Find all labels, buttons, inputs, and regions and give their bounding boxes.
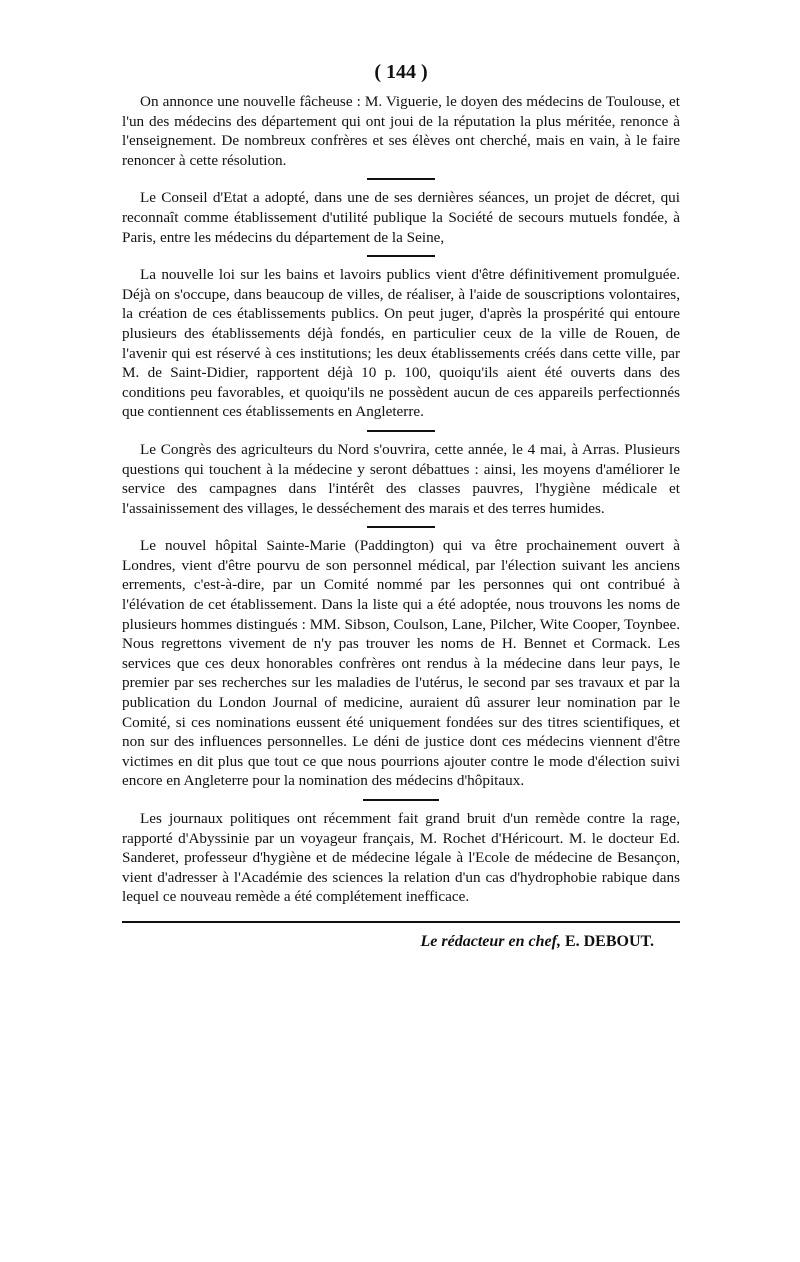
section-separator xyxy=(367,178,435,180)
news-paragraph-conseil-etat: Le Conseil d'Etat a adopté, dans une de ses dernières séances, un projet de décret, qui reconnaît comme établissement d'utilité publique la Société de secours mutuels fondée, à Paris, entre les médecins du département de la Seine, xyxy=(122,189,680,246)
news-paragraph-hopital-sainte-marie: Le nouvel hôpital Sainte-Marie (Paddington) qui va être prochainement ouvert à Londres, vient d'être pourvu de son personnel médical, par l'élection suivant les anciens errements, c'est-à-dire, par un Comité nommé par les personnes qui ont contribué à l'élévation de cet établissement. Dans la liste qui a été adoptée, nous trouvons les noms de plusieurs hommes distingués : MM. Sibson, Coulson, Lane, Pilcher, Wite Cooper, Toynbee. Nous regrettons vivement de n'y pas trouver les noms de H. Bennet et Cormack. Les services que ces deux honorables confrères ont rendus à la médecine dans leur pays, le premier par ses recherches sur les maladies de l'utérus, le second par ses travaux et par la publication du London Journal of medicine, auraient dû assurer leur nomination par le Comité, si ces nominations eussent été uniquement fondées sur des titres scientifiques, et non sur des influences personnelles. Le déni de justice dont ces médecins viennent d'être victimes en dit plus que tout ce que nous pourrions ajouter contre le mode d'élection suivi encore en Angleterre pour la nomination des médecins d'hôpitaux. xyxy=(122,537,680,790)
signature-name: E. DEBOUT. xyxy=(564,932,654,950)
news-paragraph-congres-agriculteurs: Le Congrès des agriculteurs du Nord s'ouvrira, cette année, le 4 mai, à Arras. Plusieurs questions qui touchent à la médecine y seront débattues : ainsi, les moyens d'améliorer le service des campagnes dans l'intérêt des classes pauvres, l'hygiène médicale et l'assainissement des villages, le desséchement des marais et des terres humides. xyxy=(122,440,680,517)
news-paragraph-remede-rage: Les journaux politiques ont récemment fait grand bruit d'un remède contre la rage, rapporté d'Abyssinie par un voyageur français, M. Rochet d'Héricourt. M. le docteur Ed. Sanderet, professeur d'hygiène et de médecine légale à l'Ecole de médecine de Besançon, vient d'adresser à l'Académie des sciences la relation d'un cas d'hydrophobie rabique dans lequel ce nouveau remède a été complétement inefficace. xyxy=(122,810,680,906)
document-page xyxy=(122,58,680,953)
closing-rule xyxy=(122,921,680,923)
section-separator xyxy=(367,430,435,432)
section-separator xyxy=(367,526,435,528)
section-separator xyxy=(367,255,435,257)
signature-title: Le rédacteur en chef, xyxy=(420,932,561,950)
news-paragraph-bains-lavoirs: La nouvelle loi sur les bains et lavoirs publics vient d'être définitivement promulguée. Déjà on s'occupe, dans beaucoup de villes, de réaliser, à l'aide de souscriptions volontaires, la création de ces établissements publics. On peut juger, d'après la prospérité qui entoure plusieurs des établissements déjà fondés, en particulier ceux de la ville de Rouen, de l'avenir qui est réservé à ces institutions; les deux établissements créés dans cette ville, par M. de Saint-Didier, rapportent déjà 10 p. 100, quoiqu'ils aient été ouverts dans des conditions peu favorables, et quoiqu'ils ne possèdent aucun de ces appareils perfectionnés que contiennent ces établissements en Angleterre. xyxy=(122,266,680,421)
section-separator xyxy=(363,799,439,801)
page-number: ( 144 ) xyxy=(374,61,428,83)
signature xyxy=(122,931,680,953)
news-paragraph-viguerie: On annonce une nouvelle fâcheuse : M. Viguerie, le doyen des médecins de Toulouse, et l'un des médecins des département qui ont joui de la réputation la plus méritée, renonce à l'enseignement. De nombreux confrères et ses élèves ont cherché, mais en vain, à le faire renoncer à cette résolution. xyxy=(122,93,680,169)
